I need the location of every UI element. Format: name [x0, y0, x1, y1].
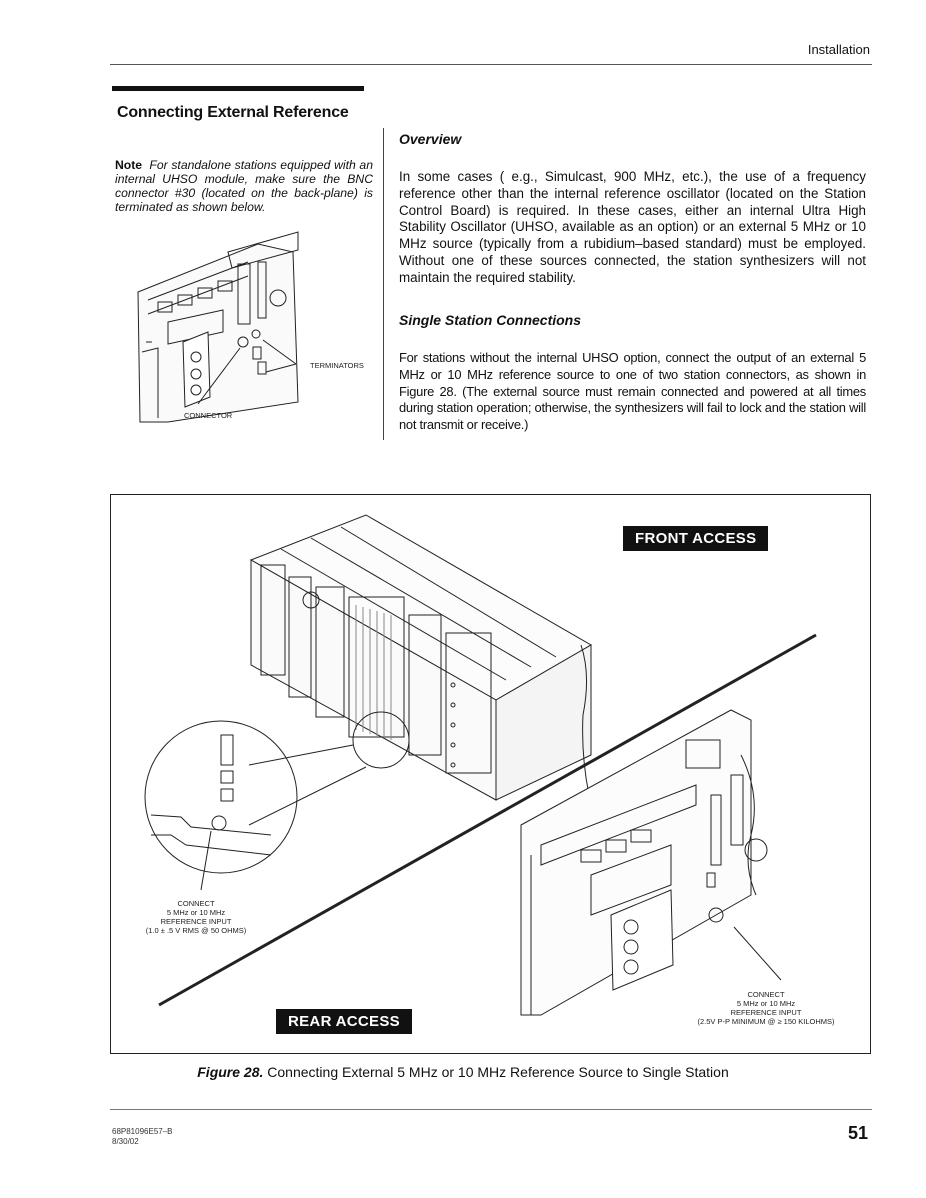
front-connect-line-1: CONNECT [177, 899, 215, 908]
figure-caption [0, 1064, 926, 1080]
single-station-paragraph: For stations without the internal UHSO option, connect the output of an external 5 MHz or 10 MHz reference source to one of two station connectors, as shown in Figure 28. (The external source must remain connected and powered at all times during station operation; otherwise, the synthesizers will fail to lock and the station will not transmit or receive.) [399, 350, 866, 433]
rear-connect-line-2: 5 MHz or 10 MHz [736, 999, 796, 1008]
connector-label: CONNECTOR [184, 411, 233, 420]
figure-28-illustration [111, 495, 870, 1053]
footer-rule [110, 1109, 872, 1110]
front-connect-line-4: (1.0 ± .5 V RMS @ 50 OHMS) [145, 926, 247, 935]
rear-connect-line-4: (2.5V P-P MINIMUM @ ≥ 150 KILOHMS) [697, 1017, 835, 1026]
note-text: For standalone stations equipped with an internal UHSO module, make sure the BNC connector #30 (located on the back-plane) is terminated as shown below. [115, 158, 373, 214]
header-rule [110, 64, 872, 65]
rear-access-label: REAR ACCESS [276, 1009, 412, 1034]
note-label: Note [115, 158, 143, 172]
front-connect-line-2: 5 MHz or 10 MHz [166, 908, 226, 917]
section-title: Connecting External Reference [117, 104, 349, 121]
front-connect-line-3: REFERENCE INPUT [160, 917, 232, 926]
footer-doc-info [112, 1127, 173, 1147]
figure-caption-text: Connecting External 5 MHz or 10 MHz Reference Source to Single Station [267, 1064, 729, 1080]
single-station-heading: Single Station Connections [399, 312, 582, 328]
section-rule [112, 86, 364, 91]
header-section-label: Installation [807, 42, 870, 57]
front-connect-callout [118, 899, 274, 935]
footer-date: 8/30/02 [112, 1137, 139, 1146]
rear-connect-line-3: REFERENCE INPUT [730, 1008, 802, 1017]
rear-connect-callout [674, 990, 858, 1026]
rear-connect-line-1: CONNECT [747, 990, 785, 999]
overview-paragraph: In some cases ( e.g., Simulcast, 900 MHz, etc.), the use of a frequency reference other than the internal reference oscillator (located on the Station Control Board) is required. In these cases, either an internal Ultra High Stability Oscillator (UHSO, available as an option) or an external 5 MHz or 10 MHz source (typically from a rubidium–based standard) must be employed. Without one of these sources connected, the station synthesizers will not maintain the required stability. [399, 169, 866, 285]
footer-doc-number: 68P81096E57–B [112, 1127, 173, 1136]
overview-heading: Overview [399, 131, 462, 147]
front-access-label: FRONT ACCESS [623, 526, 768, 551]
terminators-label: TERMINATORS [310, 361, 364, 370]
note-block [115, 158, 373, 214]
backplane-terminator-figure [128, 222, 388, 432]
page-number: 51 [847, 1123, 868, 1143]
figure-caption-label: Figure 28. [197, 1064, 264, 1080]
column-divider [383, 128, 384, 440]
